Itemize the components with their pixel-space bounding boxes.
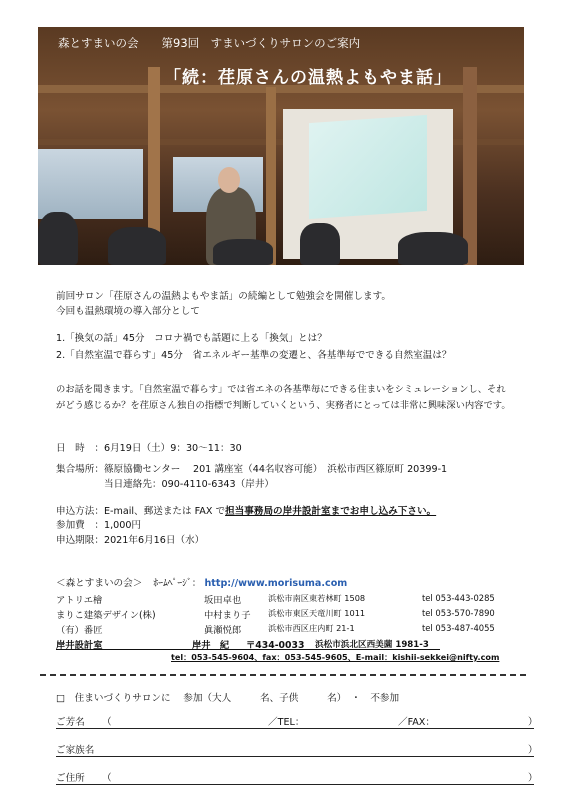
member-tel: tel 053-570-7890 — [422, 608, 495, 618]
audience-figure — [108, 227, 166, 265]
event-contact: 当日連絡先：090-4110-6343（岸井） — [104, 479, 275, 490]
org-header — [56, 575, 347, 589]
org-name: ＜森とすまいの会＞ — [56, 578, 143, 589]
secretariat-address: 浜松市浜北区西美薗 1981-3 — [315, 640, 429, 650]
method-text: 申込方法：E-mail、郵送または FAX で — [56, 506, 226, 517]
wooden-post — [266, 87, 276, 265]
family-field[interactable] — [56, 756, 534, 757]
member-person: 坂田卓也 — [204, 595, 242, 606]
application-deadline: 申込期限：2021年6月16日（水） — [56, 535, 205, 546]
close-paren: ） — [528, 773, 538, 784]
name-field[interactable] — [56, 728, 534, 729]
topic-item: 2.「自然室温で暮らす」45分 省エネルギー基準の変遷と、各基準毎でできる自然室温は？ — [56, 350, 452, 361]
window — [38, 149, 143, 219]
member-company: まりこ建築デザイン(株) — [56, 610, 156, 621]
family-label: ご家族名 — [56, 745, 95, 756]
audience-figure — [213, 239, 273, 265]
intro-line: 前回サロン「荏原さんの温熱よもやま話」の続編として勉強会を開催します。 — [56, 291, 392, 302]
event-venue: 集合場所：篠原協働センター 201 講座室（44名収容可能） 浜松市西区篠原町 20399-1 — [56, 464, 448, 475]
close-paren: ） — [528, 717, 538, 728]
member-address: 浜松市西区庄内町 21-1 — [268, 623, 355, 633]
speaker-head — [218, 167, 240, 193]
name-label: ご芳名 — [56, 717, 85, 728]
application-method — [56, 503, 436, 517]
topic-item: 1.「換気の話」45分 コロナ禍でも話題に上る「換気」とは？ — [56, 333, 327, 344]
member-tel: tel 053-443-0285 — [422, 593, 495, 603]
open-paren: （ — [102, 717, 112, 728]
secretariat-postal: 〒434-0033 — [246, 640, 305, 651]
member-company: （有）番匠 — [56, 625, 103, 636]
open-paren: （ — [102, 773, 112, 784]
series-title: 森とすまいの会 第93回 すまいづくりサロンのご案内 — [58, 36, 361, 50]
audience-figure — [398, 232, 468, 265]
event-title: 「続：荏原さんの温熱よもやま話」 — [164, 68, 452, 88]
intro-line: 今回も温熱環境の導入部分として — [56, 306, 200, 317]
member-tel: tel 053-487-4055 — [422, 623, 495, 633]
member-person: 眞瀬悦郎 — [204, 625, 242, 636]
method-emphasis: 担当事務局の岸井設計室までお申し込み下さい。 — [225, 506, 437, 517]
secretariat-person: 岸井 紀 — [192, 640, 230, 651]
close-paren: ） — [528, 745, 538, 756]
cut-line — [40, 674, 526, 676]
secretariat-company: 岸井設計室 — [56, 640, 103, 651]
secretariat-underline — [56, 649, 440, 650]
hero-photo — [38, 27, 524, 265]
wooden-post — [463, 67, 477, 265]
address-field[interactable] — [56, 784, 534, 785]
address-label: ご住所 — [56, 773, 85, 784]
member-address: 浜松市東区天竜川町 1011 — [268, 608, 366, 618]
attendance-line[interactable]: □ 住まいづくりサロンに 参加（大人 名、子供 名） ・ 不参加 — [56, 693, 400, 704]
description-line: がどう感じるか？を荏原さん独自の指標で判断していくという、実務者にとっては非常に興味深い内容です。 — [56, 400, 511, 411]
event-datetime: 日 時 ：6月19日（土）9：30～11：30 — [56, 443, 242, 454]
tel-label: ／TEL： — [268, 717, 305, 728]
audience-figure — [300, 223, 340, 265]
member-company: アトリエ檜 — [56, 595, 103, 606]
secretariat-contact: tel：053-545-9604、fax：053-545-9605、E-mail：kishii-sekkei@nifty.com — [171, 652, 500, 662]
homepage-link[interactable]: http://www.morisuma.com — [204, 578, 348, 589]
homepage-label: ﾎｰﾑﾍﾟｰｼﾞ： — [153, 578, 202, 589]
description-line: のお話を聞きます。「自然室温で暮らす」では省エネの各基準毎にできる住まいをシミュレーションし、それ — [56, 384, 506, 395]
member-person: 中村まり子 — [204, 610, 251, 621]
audience-figure — [38, 212, 78, 265]
member-address: 浜松市南区東若林町 1508 — [268, 593, 366, 603]
fax-label: ／FAX： — [398, 717, 435, 728]
participation-fee: 参加費 ：1,000円 — [56, 520, 142, 531]
projection-screen — [309, 115, 427, 219]
